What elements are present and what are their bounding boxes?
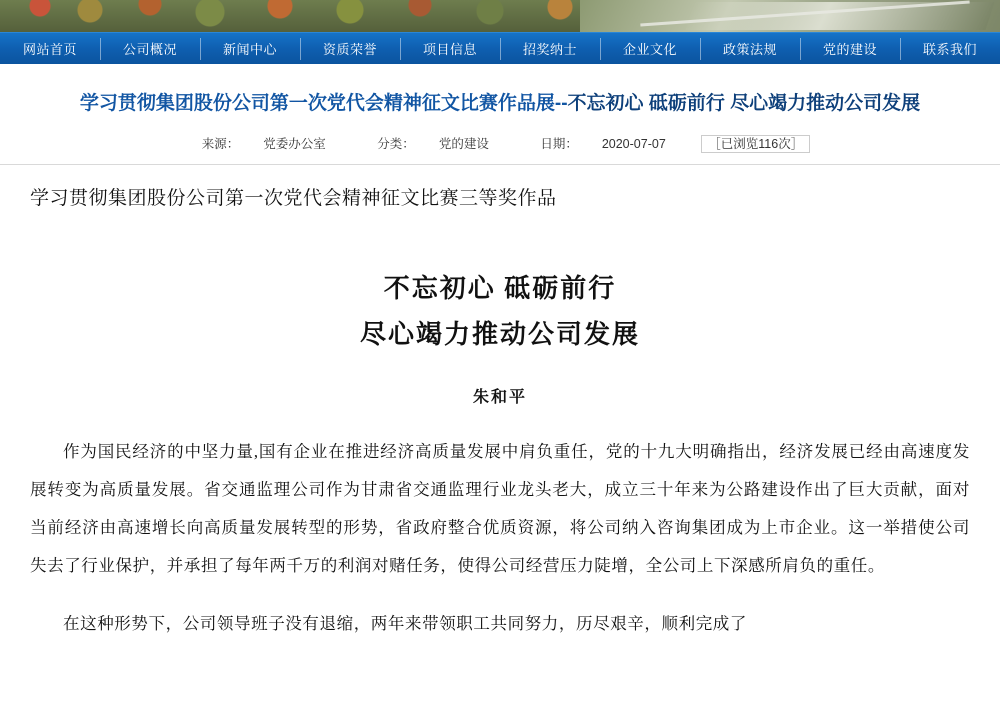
nav-item-party-building[interactable]	[800, 33, 900, 64]
nav-item-policy[interactable]	[700, 33, 800, 64]
meta-source	[190, 137, 338, 151]
page-title-subject: 不忘初心 砥砺前行 尽心竭力推动公司发展	[567, 93, 921, 114]
nav-label: 党的建设	[822, 42, 877, 57]
nav-item-contact[interactable]	[900, 33, 1000, 64]
article-title-line2: 尽心竭力推动公司发展	[359, 320, 640, 349]
nav-label: 项目信息	[422, 42, 477, 57]
nav-label: 招奖纳士	[522, 42, 577, 57]
meta-date-value: 2020-07-07	[601, 137, 666, 151]
nav-label: 联系我们	[922, 42, 977, 57]
nav-item-culture[interactable]	[600, 33, 700, 64]
meta-source-label: 来源：	[201, 137, 240, 151]
meta-date	[528, 137, 677, 151]
nav-item-recruitment[interactable]	[500, 33, 600, 64]
nav-label: 政策法规	[722, 42, 777, 57]
article-author: 朱和平	[472, 389, 527, 406]
nav-item-home[interactable]	[0, 33, 100, 64]
article-paragraph-2: 在这种形势下，公司领导班子没有退缩，两年来带领职工共同努力，历尽艰辛，顺利完成了	[63, 614, 747, 633]
nav-label: 网站首页	[22, 42, 77, 57]
site-banner-image	[0, 0, 1000, 32]
article-header	[0, 64, 1000, 162]
nav-item-projects[interactable]	[400, 33, 500, 64]
article-meta	[30, 134, 970, 162]
banner-autumn-trees	[0, 0, 640, 32]
nav-item-news[interactable]	[200, 33, 300, 64]
meta-category-value: 党的建设	[438, 137, 489, 151]
nav-item-company-profile[interactable]	[100, 33, 200, 64]
nav-label: 企业文化	[622, 42, 677, 57]
meta-category-label: 分类：	[377, 137, 415, 151]
meta-source-value: 党委办公室	[263, 137, 326, 151]
page-title-prefix: 学习贯彻集团股份公司第一次党代会精神征文比赛作品展--	[79, 93, 568, 114]
article-subject: 学习贯彻集团股份公司第一次党代会精神征文比赛三等奖作品	[30, 188, 557, 209]
main-navigation	[0, 32, 1000, 64]
article-paragraph-1: 作为国民经济的中坚力量,国有企业在推进经济高质量发展中肩负重任，党的十九大明确指出，经济发展已经由高速度发展转变为高质量发展。省交通监理公司作为甘肃省交通监理行业龙头老大，成立三十年来为公路建设作出了巨大贡献，面对当前经济由高速增长向高质量发展转型的形势，省政府整合优质资源，将公司纳入咨询集团成为上市企业。这一举措使公司失去了行业保护，并承担了每年两千万的利润对赌任务，使得公司经营压力陡增，全公司上下深感所肩负的重任。	[30, 442, 970, 575]
nav-item-qualifications[interactable]	[300, 33, 400, 64]
nav-label: 新闻中心	[222, 42, 277, 57]
meta-category	[365, 137, 501, 151]
article-body	[0, 165, 1000, 643]
page-title	[30, 90, 970, 118]
article-title-line1: 不忘初心 砥砺前行	[383, 274, 617, 303]
nav-label: 公司概况	[122, 42, 177, 57]
meta-date-label: 日期：	[540, 137, 578, 151]
view-count-badge: ［已浏览116次］	[701, 135, 810, 153]
nav-label: 资质荣誉	[322, 42, 377, 57]
article-main-title	[30, 266, 970, 358]
